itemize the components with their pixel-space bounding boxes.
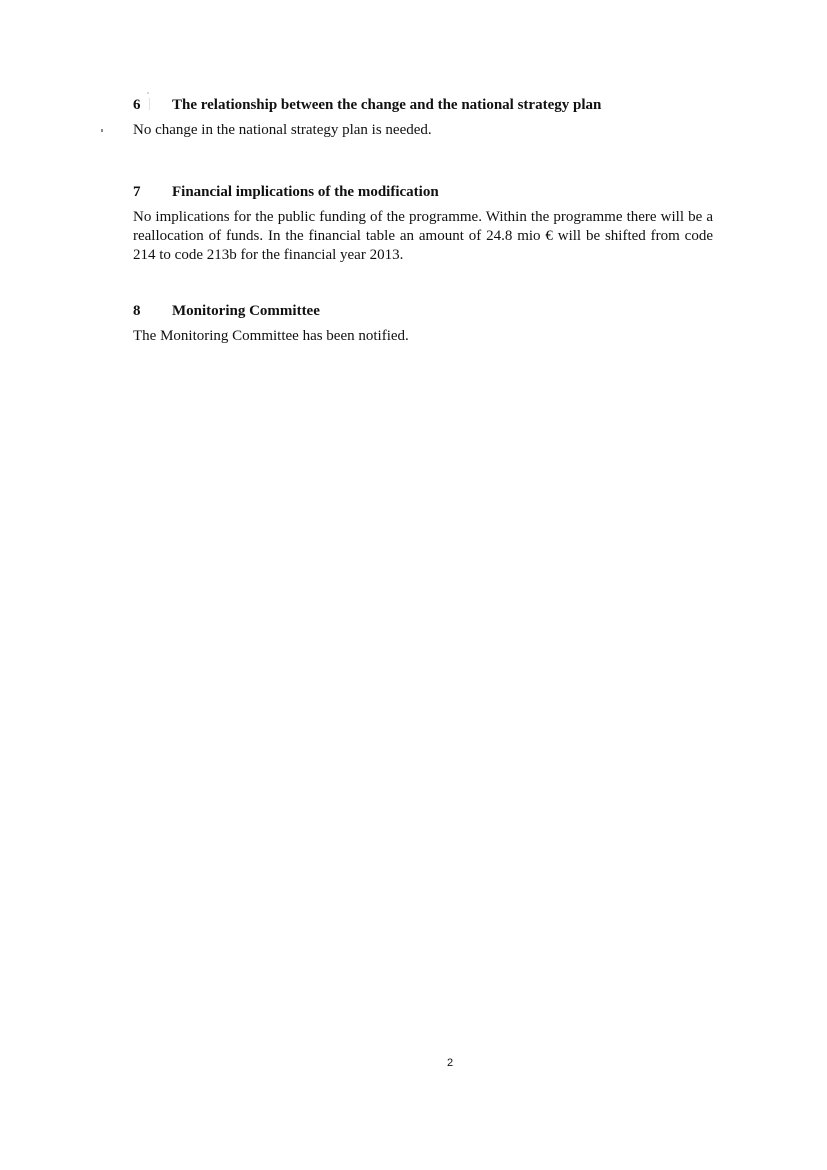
section-body: No implications for the public funding of the programme. Within the programme there will be a reallocation of funds. In the financial table an amount of 24.8 mio € will be shifted from code 214 to code 213b for the financial year 2013. (133, 209, 713, 263)
section-body: The Monitoring Committee has been notified. (133, 328, 409, 344)
section-title: Financial implications of the modification (172, 184, 439, 200)
section-7 (133, 183, 713, 265)
section-heading (133, 183, 713, 201)
scan-speck (101, 129, 103, 132)
section-title: The relationship between the change and the national strategy plan (172, 97, 602, 113)
section-title: Monitoring Committee (172, 303, 320, 319)
section-8 (133, 302, 713, 346)
page-number: 2 (446, 1057, 454, 1069)
section-heading (133, 96, 713, 114)
section-number: 6 (133, 97, 141, 113)
section-body: No change in the national strategy plan is needed. (133, 122, 432, 138)
section-6 (133, 96, 713, 140)
section-number: 7 (133, 184, 141, 200)
scan-speck (147, 92, 149, 94)
section-number: 8 (133, 303, 141, 319)
section-heading (133, 302, 713, 320)
